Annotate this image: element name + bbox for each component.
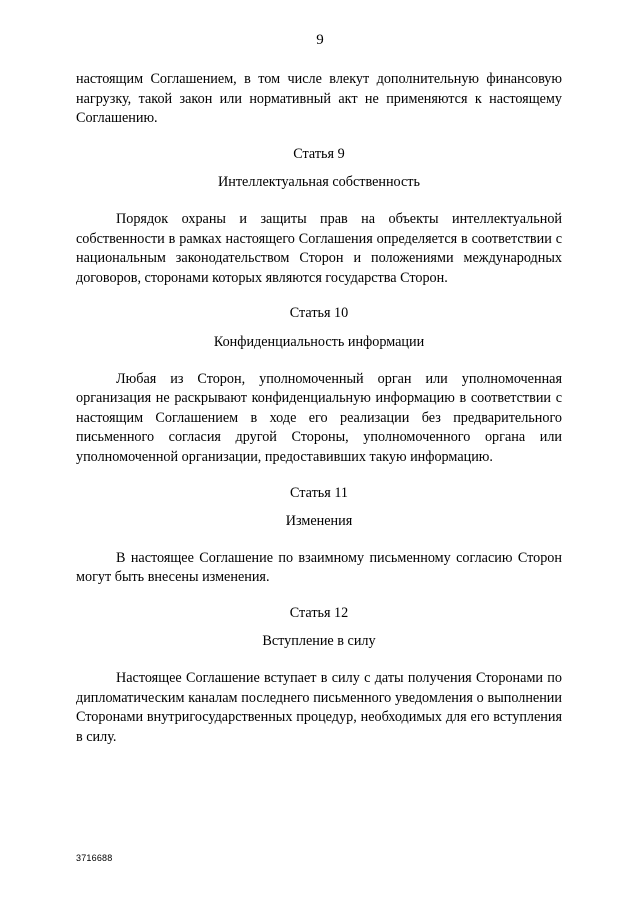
- article-heading: Статья 9: [293, 145, 345, 162]
- article-heading: Статья 10: [289, 305, 349, 322]
- article-title: Конфиденциальность информации: [213, 333, 425, 350]
- article-heading: Статья 11: [290, 484, 348, 501]
- article-text: Порядок охраны и защиты прав на объекты интеллектуальной собственности в рамках настоящего Соглашения определяется в соответствии с национальным законодательством Сторон и положениями международных договоров, сторонами которых являются государства Сторон.: [76, 210, 562, 286]
- article-12: [76, 604, 562, 748]
- article-text: Настоящее Соглашение вступает в силу с даты получения Сторонами по дипломатическим каналам последнего письменного уведомления о выполнении Сторонами внутригосударственных процедур, необходимых для его вступления в силу.: [76, 670, 562, 745]
- article-11: [76, 484, 562, 588]
- article-title: Вступление в силу: [262, 633, 376, 650]
- page-number: 9: [316, 32, 324, 48]
- document-code: 3716688: [76, 853, 113, 863]
- article-text: Любая из Сторон, уполномоченный орган или уполномоченная организация не раскрывают конфиденциальную информацию в соответствии с настоящим Соглашением в ходе его реализации без предварительного письменного согласия другой Стороны, уполномоченного органа или уполномоченной организации, предоставивших такую информацию.: [76, 370, 562, 465]
- article-text: В настоящее Соглашение по взаимному письменному согласию Сторон могут быть внесены изменения.: [76, 549, 562, 586]
- article-9: [76, 145, 562, 289]
- document-body: [76, 70, 562, 747]
- article-title: Интеллектуальная собственность: [218, 174, 420, 191]
- article-title: Изменения: [285, 513, 353, 530]
- article-10: [76, 304, 562, 467]
- article-heading: Статья 12: [289, 604, 349, 621]
- intro-paragraph: настоящим Соглашением, в том числе влекут дополнительную финансовую нагрузку, такой закон или нормативный акт не применяются к настоящему Соглашению.: [76, 71, 562, 127]
